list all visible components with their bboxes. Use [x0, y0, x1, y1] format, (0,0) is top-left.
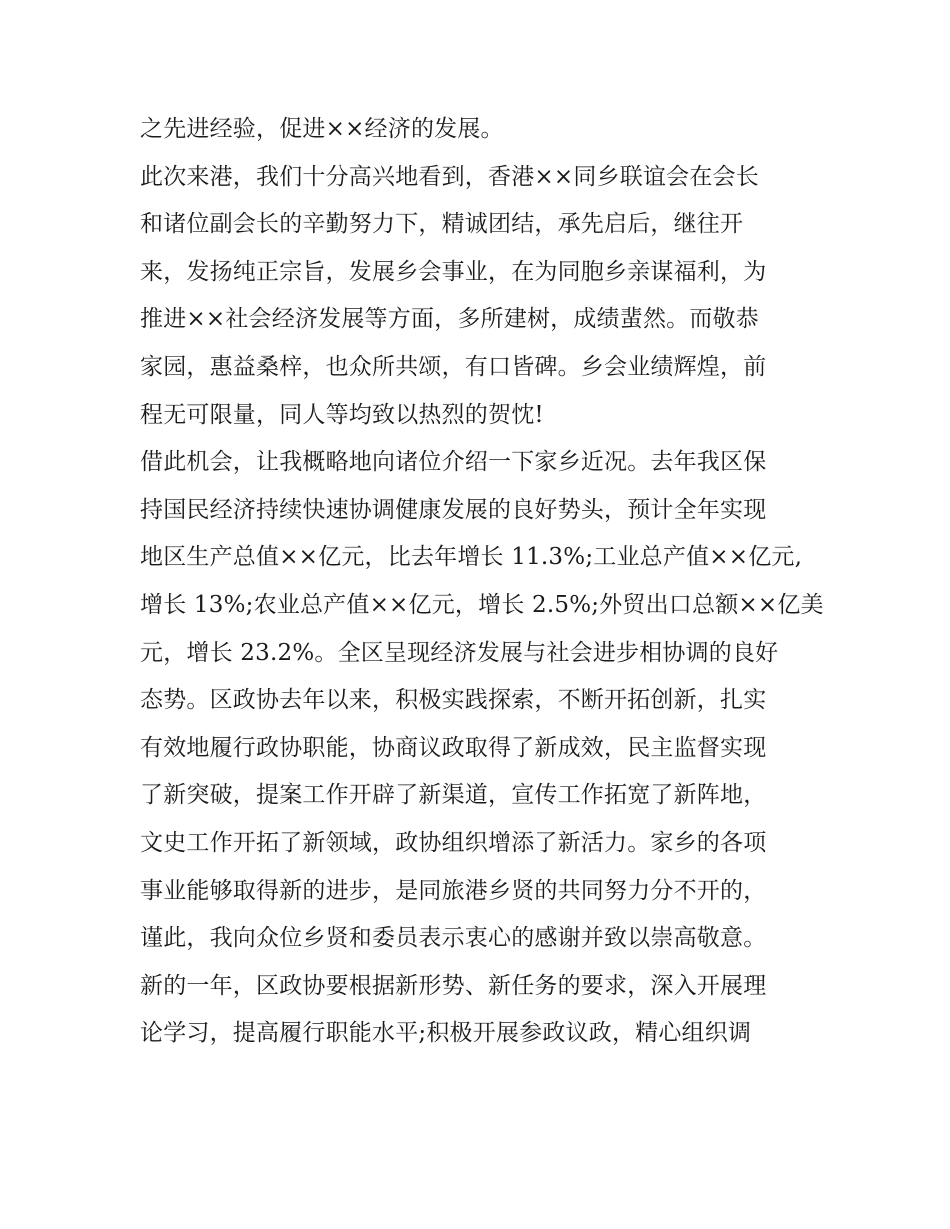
text-line-15: 了新突破，提案工作开辟了新渠道，宣传工作拓宽了新阵地， — [140, 782, 767, 809]
text-line-2: 此次来港，我们十分高兴地看到，香港××同乡联谊会在会长 — [140, 163, 759, 190]
text-line-12: 元，增长 23.2%。全区呈现经济发展与社会进步相协调的良好 — [140, 639, 779, 666]
text-line-16: 文史工作开拓了新领域，政协组织增添了新活力。家乡的各项 — [140, 829, 767, 856]
text-line-8: 借此机会，让我概略地向诸位介绍一下家乡近况。去年我区保 — [140, 449, 767, 476]
text-line-20: 论学习，提高履行职能水平;积极开展参政议政，精心组织调 — [140, 1020, 752, 1047]
text-line-1: 之先进经验，促进××经济的发展。 — [140, 116, 504, 142]
text-line-9: 持国民经济持续快速协调健康发展的良好势头，预计全年实现 — [140, 496, 767, 523]
text-line-14: 有效地履行政协职能，协商议政取得了新成效，民主监督实现 — [140, 734, 767, 761]
text-line-13: 态势。区政协去年以来，积极实践探索，不断开拓创新，扎实 — [140, 687, 767, 714]
text-line-19: 新的一年，区政协要根据新形势、新任务的要求，深入开展理 — [140, 972, 767, 999]
document-body — [140, 106, 830, 1058]
text-line-4: 来，发扬纯正宗旨，发展乡会事业，在为同胞乡亲谋福利，为 — [140, 258, 767, 285]
text-line-6: 家园，惠益桑梓，也众所共颂，有口皆碑。乡会业绩辉煌，前 — [140, 353, 767, 380]
text-line-17: 事业能够取得新的进步，是同旅港乡贤的共同努力分不开的， — [140, 877, 767, 904]
text-line-3: 和诸位副会长的辛勤努力下，精诚团结，承先启后，继往开 — [140, 211, 744, 238]
text-line-18: 谨此，我向众位乡贤和委员表示衷心的感谢并致以崇高敬意。 — [140, 925, 767, 952]
text-line-10: 地区生产总值××亿元，比去年增长 11.3%;工业总产值××亿元, — [140, 544, 803, 571]
text-line-11: 增长 13%;农业总产值××亿元，增长 2.5%;外贸出口总额××亿美 — [140, 591, 824, 618]
text-line-5: 推进××社会经济发展等方面，多所建树，成绩蜚然。而敬恭 — [140, 306, 759, 333]
text-line-7: 程无可限量，同人等均致以热烈的贺忱! — [140, 401, 544, 428]
